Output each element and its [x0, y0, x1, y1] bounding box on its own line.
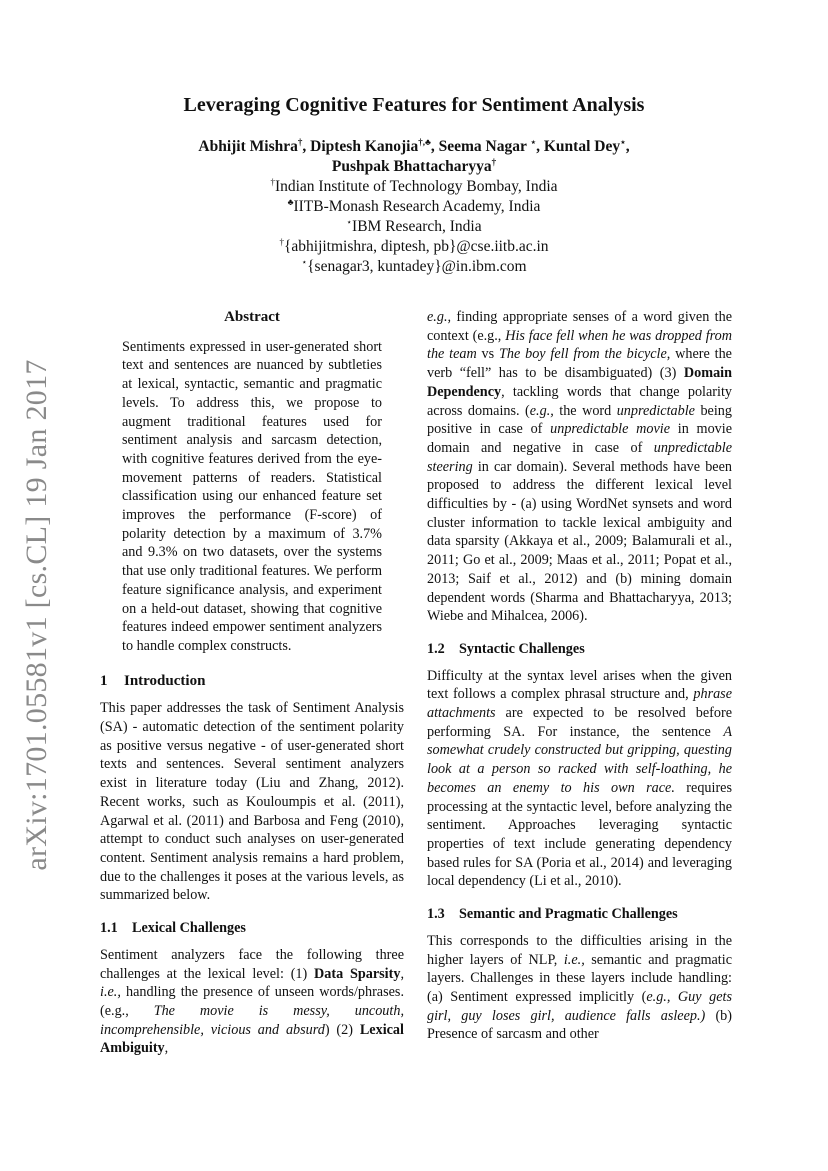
email-text: {senagar3, kuntadey}@in.ibm.com	[307, 258, 527, 275]
author-name: , Seema Nagar	[430, 138, 531, 155]
lexical-paragraph-part-1	[100, 946, 404, 1058]
text-run: vs	[476, 346, 499, 363]
author-mark: ⋆	[530, 136, 537, 147]
email-text: {abhijitmishra, diptesh, pb}@cse.iitb.ac.in	[283, 238, 549, 255]
paper-title: Leveraging Cognitive Features for Sentiment Analysis	[183, 94, 645, 116]
text-run: requires processing at the syntactic level, before analyzing the sentiment. Approaches leveraging syntactic properties of text include generating dependency based rules for SA (Poria et al., 2014) and leveraging local dependency (Li et al., 2010).	[427, 779, 733, 890]
subsection-title: Lexical Challenges	[132, 920, 246, 937]
affiliation-ibm	[0, 218, 828, 236]
email-iitb	[0, 238, 828, 256]
italic-run: unpredictable steering	[427, 439, 732, 475]
italic-run: e.g.,	[529, 402, 554, 419]
subsection-number: 1.1	[100, 920, 118, 937]
text-run: finding appropriate senses of a word given the context (e.g.,	[427, 309, 732, 344]
text-run: the word	[553, 402, 617, 419]
text-run: handling the presence of unseen words/phrases. (e.g.,	[100, 984, 404, 1019]
subsection-heading-semantic	[427, 905, 732, 924]
affiliation-mark: †	[270, 176, 275, 187]
text-run: , where the verb “fell” has to be disambiguated) (3)	[427, 346, 732, 382]
affiliation-text: IITB-Monash Research Academy, India	[293, 198, 541, 215]
author-line-2	[0, 158, 828, 176]
text-run: This corresponds to the difficulties arising in the higher layers of NLP,	[427, 932, 732, 968]
author-mark: †	[297, 136, 303, 147]
introduction-paragraph: This paper addresses the task of Sentiment Analysis (SA) - automatic detection of the sentiment polarity as positive versus negative - of user-generated short texts and sentences. Several sentiment analyzers exist in literature today (Liu and Zhang, 2012). Recent works, such as Kouloumpis et al. (2011), Agarwal et al. (2011) and Barbosa and Feng (2010), attempt to conduct such analyses on user-generated content. Sentiment analysis remains a hard problem, due to the challenges it poses at the various levels, as summarized below.	[100, 700, 404, 904]
affiliation-iitb-monash	[0, 198, 828, 216]
subsection-title: Semantic and Pragmatic Challenges	[459, 906, 678, 923]
author-name: Abhijit Mishra	[198, 138, 298, 155]
email-ibm	[0, 258, 828, 276]
example-sentence: A somewhat crudely constructed but gripping, questing look at a person so racked with self-loathing, he becomes an enemy to his own race.	[427, 723, 732, 796]
term-lexical-ambiguity: Lexical Ambiguity	[100, 1021, 404, 1057]
text-run: semantic and pragmatic layers. Challenges in these layers include handling: (a) Sentiment expressed implicitly (	[427, 951, 732, 1005]
text-run: ,	[164, 1040, 169, 1057]
left-column	[100, 308, 404, 1058]
lexical-paragraph-part-2	[427, 308, 732, 626]
text-run: Difficulty at the syntax level arises when the given text follows a complex phrasal structure and,	[427, 667, 732, 703]
example-sentence: e.g., Guy gets girl, guy loses girl, audience falls asleep.)	[427, 988, 732, 1024]
text-run: Sentiment analyzers face the following three challenges at the lexical level: (1)	[100, 946, 404, 982]
italic-run: unpredictable movie	[550, 421, 671, 438]
term-data-sparsity: Data Sparsity	[314, 965, 401, 982]
right-column	[427, 308, 732, 1044]
arxiv-identifier: arXiv:1701.05581v1 [cs.CL] 19 Jan 2017	[20, 359, 53, 871]
affiliation-iitb	[0, 178, 828, 196]
example-sentence: The movie is messy, uncouth, incomprehensible, vicious and absurd	[100, 1002, 404, 1038]
author-separator: ,	[625, 138, 630, 155]
semantic-paragraph	[427, 932, 732, 1044]
italic-run: e.g.,	[427, 309, 452, 325]
subsection-heading-syntactic	[427, 640, 732, 659]
author-name: , Kuntal Dey	[536, 138, 621, 155]
example-sentence: His face fell when he was dropped from the team	[427, 327, 732, 363]
subsection-number: 1.3	[427, 906, 445, 923]
italic-run: phrase attachments	[427, 686, 732, 722]
italic-run: i.e.,	[100, 984, 121, 1001]
italic-run: unpredictable	[616, 402, 695, 419]
author-mark: †	[491, 156, 497, 167]
example-sentence: The boy fell from the bicycle	[499, 346, 667, 363]
text-run: being positive in case of	[427, 402, 732, 438]
subsection-number: 1.2	[427, 640, 445, 657]
author-mark: †,♣	[418, 136, 431, 147]
syntactic-paragraph	[427, 667, 732, 891]
affiliation-text: IBM Research, India	[352, 218, 482, 235]
text-run: ) (2)	[324, 1021, 360, 1038]
author-name: , Diptesh Kanojia	[302, 138, 419, 155]
section-number: 1	[100, 672, 108, 689]
affiliation-mark: ♣	[287, 196, 294, 207]
abstract-body: Sentiments expressed in user-generated short text and sentences are nuanced by subtleties at lexical, syntactic, semantic and pragmatic levels. To address this, we propose to augment traditional features used for sentiment analysis and sarcasm detection, with cognitive features derived from the eye-movement patterns of readers. Statistical classification using our enhanced feature set improves the performance (F-score) of polarity detection by a maximum of 3.7% and 9.3% on two datasets, over the systems that use only traditional features. We perform feature significance analysis, and experiment on a held-out dataset, showing that cognitive features indeed empower sentiment analyzers to handle complex constructs.	[122, 338, 382, 654]
text-run: in movie domain and negative in case of	[427, 421, 732, 456]
affiliation-mark: ⋆	[346, 216, 353, 227]
italic-run: i.e.,	[563, 951, 585, 968]
author-mark: ⋆	[620, 136, 626, 147]
author-line-1	[0, 138, 828, 156]
text-run: in car domain). Several methods have been proposed to address the different lexical level difficulties by - (a) using WordNet synsets and word cluster information to tackle lexical ambiguity and data sparsity (Akkaya et al., 2009; Balamurali et al., 2011; Go et al., 2009; Maas et al., 2011; Popat et al., 2013; Saif et al., 2012) and (b) mining domain dependent words (Sharma and Bhattacharyya, 2013; Wiebe and Mihalcea, 2006).	[427, 458, 732, 625]
text-run: (b) Presence of sarcasm and other	[427, 1007, 732, 1043]
subsection-heading-lexical	[100, 919, 404, 938]
affiliation-mark: ⋆	[301, 256, 308, 267]
affiliation-mark: †	[279, 236, 284, 247]
author-name: Pushpak Bhattacharyya	[331, 158, 492, 175]
section-title: Introduction	[124, 672, 206, 689]
text-run: ,	[400, 965, 404, 982]
text-run: , tackling words that change polarity across domains. (	[427, 383, 732, 419]
affiliation-text: Indian Institute of Technology Bombay, India	[274, 178, 558, 195]
arxiv-sidebar	[12, 359, 62, 871]
term-domain-dependency: Domain Dependency	[427, 365, 732, 400]
section-heading-introduction	[100, 672, 404, 691]
abstract-heading: Abstract	[224, 309, 280, 325]
subsection-title: Syntactic Challenges	[459, 640, 585, 657]
text-run: are expected to be resolved before performing SA. For instance, the sentence	[427, 705, 732, 740]
